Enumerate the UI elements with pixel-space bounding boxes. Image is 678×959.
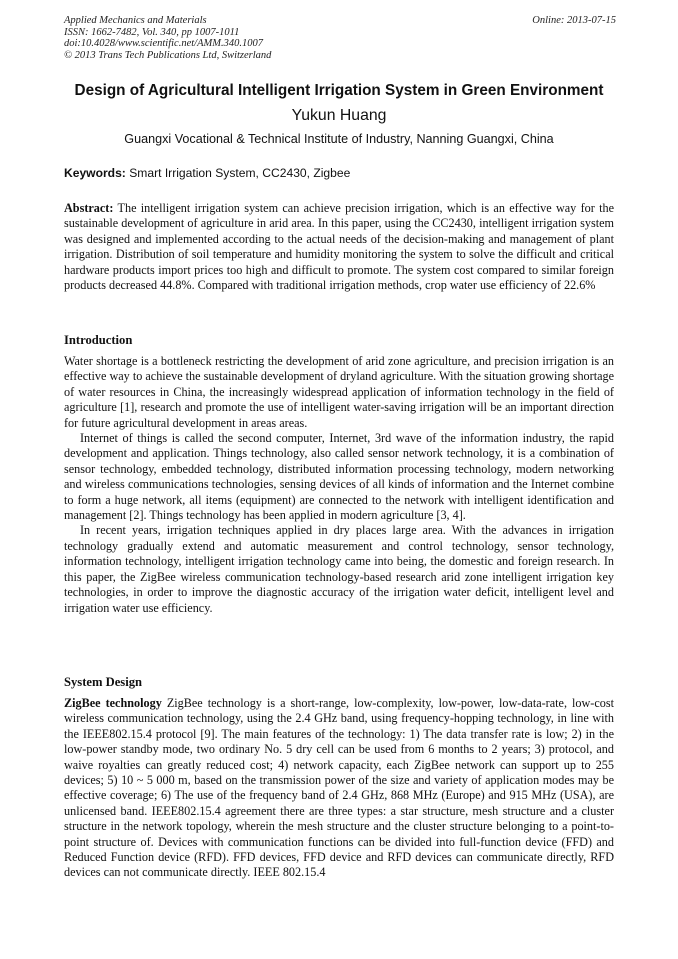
keywords-text: Smart Irrigation System, CC2430, Zigbee [129, 166, 351, 180]
journal-name: Applied Mechanics and Materials [64, 15, 207, 26]
keywords-line [64, 165, 616, 181]
abstract-label: Abstract: [64, 201, 114, 215]
intro-paragraph: Water shortage is a bottleneck restricting the development of arid zone agriculture, and precision irrigation is an effective way to achieve the sustainable development of dryland agriculture. With the situation growing shortage of water resources in China, the increasingly widespread application of information technology in the field of agriculture [1], research and promote the use of intelligent water-saving irrigation will be an important direction for future agricultural development in areas areas. [64, 354, 614, 430]
online-date: Online: 2013-07-15 [532, 15, 616, 26]
keywords-label: Keywords: [64, 166, 126, 180]
paper-author: Yukun Huang [291, 107, 387, 124]
system-design-heading: System Design [64, 675, 143, 689]
abstract-text: The intelligent irrigation system can achieve precision irrigation, which is an effective way for the sustainable development of agriculture in arid area. In this paper, using the CC2430, intelligent irrigation system was designed and implemented according to the actual needs of the decision-making and management of plant irrigation. Distribution of soil temperature and humidity monitoring the system to solve the difficult and critical hardware products import prices too high and difficult to promote. The system cost compared to similar foreign products decreased 44.8%. Compared with traditional irrigation methods, crop water use efficiency of 22.6% [64, 201, 614, 293]
paper-title: Design of Agricultural Intelligent Irrigation System in Green Environment [74, 82, 604, 99]
copyright-line: © 2013 Trans Tech Publications Ltd, Switzerland [64, 49, 272, 61]
system-design-text: ZigBee technology is a short-range, low-complexity, low-power, low-data-rate, low-cost wireless communication technology, using the 2.4 GHz band, using frequency-hopping technology, in line with the IEEE802.15.4 protocol [9]. The main features of the technology: 1) The data transfer rate is low; 2) in the low-power standby mode, two ordinary No. 5 dry cell can be used from 6 months to 2 years; 3) protocol, and waive royalties can greatly reduced cost; 4) network capacity, each ZigBee network can support up to 255 devices; 5) 10 ~ 5 000 m, based on the transmission power of the size and variety of application modes may be effective coverage; 6) The use of the frequency band of 2.4 GHz, 868 MHz (Europe) and 915 MHz (USA), are unlicensed band. IEEE802.15.4 agreement there are three types: a star structure, mesh structure and a cluster structure in the network topology, wherein the mesh structure and the cluster structure belonging to a point-to-point structure of. Devices with communication functions can be divided into full-function device (FFD) and Reduced Function device (RFD). FFD devices, FFD device and RFD devices can communicate directly, RFD devices can not communicate directly. IEEE 802.15.4 [64, 696, 615, 880]
author-affiliation: Guangxi Vocational & Technical Institute of Industry, Nanning Guangxi, China [124, 132, 554, 146]
introduction-body [64, 354, 614, 616]
abstract [64, 201, 614, 293]
intro-paragraph: In recent years, irrigation techniques applied in dry places large area. With the advances in irrigation technology gradually extend and automatic measurement and control technology, sensor technology, information technology, intelligent irrigation technology came into being, the domestic and foreign research. In this paper, the ZigBee wireless communication technology-based research arid zone intelligent irrigation key technologies, in order to improve the diagnostic accuracy of the irrigation water deficit, intelligent level and irrigation water use efficiency. [64, 523, 614, 615]
doi-line: doi:10.4028/www.scientific.net/AMM.340.1007 [64, 38, 263, 50]
intro-paragraph: Internet of things is called the second computer, Internet, 3rd wave of the information industry, the rapid development and application. Things technology, also called sensor network technology, it is a combination of sensor technology, embedded technology, distributed information processing technology, modern networking and wireless communications technologies, sensing devices of all kinds of information and the Internet combine to form a huge network, all items (equipment) are connected to the network with intelligent identification and management [2]. Things technology has been applied in modern agriculture [3, 4]. [64, 431, 614, 523]
issn-line: ISSN: 1662-7482, Vol. 340, pp 1007-1011 [64, 26, 240, 38]
zigbee-subheading: ZigBee technology [64, 696, 162, 710]
introduction-heading: Introduction [64, 333, 133, 347]
journal-header [64, 15, 616, 61]
system-design-body [64, 696, 614, 881]
